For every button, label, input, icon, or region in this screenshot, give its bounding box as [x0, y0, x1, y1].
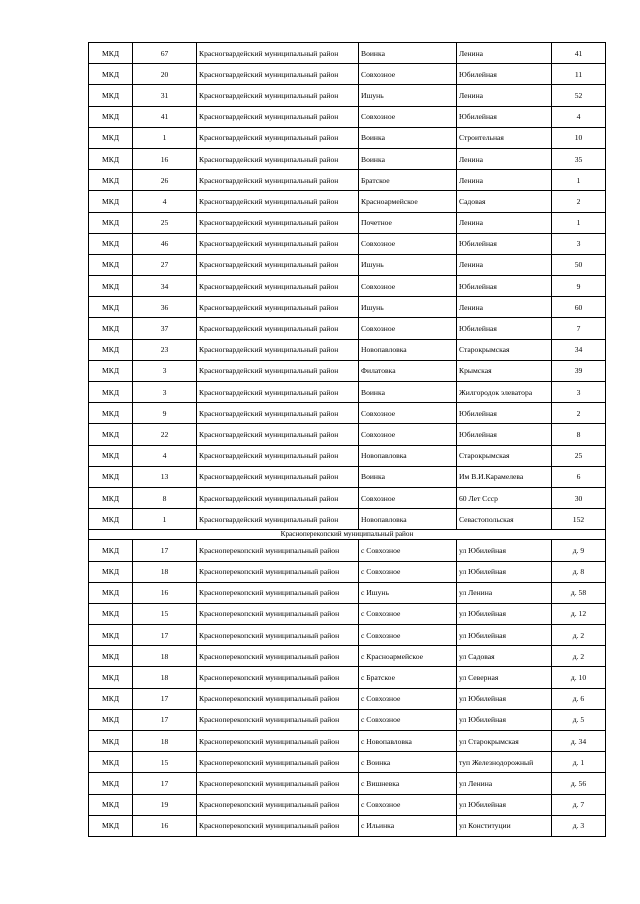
row-house: 1 — [552, 170, 606, 191]
row-settlement: Совхозное — [359, 233, 457, 254]
row-type: МКД — [89, 233, 133, 254]
row-house: 7 — [552, 318, 606, 339]
row-street: ул Юбилейная — [457, 561, 552, 582]
row-street: Юбилейная — [457, 403, 552, 424]
row-settlement: Ишунь — [359, 85, 457, 106]
row-municipality: Красногвардейский муниципальный район — [197, 127, 359, 148]
row-number: 41 — [133, 106, 197, 127]
table-row — [89, 233, 606, 254]
row-number: 18 — [133, 731, 197, 752]
row-type: МКД — [89, 667, 133, 688]
row-street: Старокрымская — [457, 339, 552, 360]
row-house: д. 9 — [552, 540, 606, 561]
row-municipality: Красноперекопский муниципальный район — [197, 646, 359, 667]
row-house: 1 — [552, 212, 606, 233]
row-house: 3 — [552, 382, 606, 403]
table-row — [89, 424, 606, 445]
row-settlement: с Совхозное — [359, 540, 457, 561]
row-house: 8 — [552, 424, 606, 445]
row-municipality: Красногвардейский муниципальный район — [197, 191, 359, 212]
row-number: 17 — [133, 688, 197, 709]
row-number: 3 — [133, 382, 197, 403]
row-number: 8 — [133, 487, 197, 508]
row-number: 37 — [133, 318, 197, 339]
row-municipality: Красногвардейский муниципальный район — [197, 148, 359, 169]
row-type: МКД — [89, 487, 133, 508]
row-type: МКД — [89, 688, 133, 709]
table-row — [89, 445, 606, 466]
row-number: 17 — [133, 625, 197, 646]
section-header-row — [89, 530, 606, 540]
row-settlement: с Воинка — [359, 752, 457, 773]
row-street: ул Юбилейная — [457, 688, 552, 709]
row-municipality: Красноперекопский муниципальный район — [197, 582, 359, 603]
row-municipality: Красноперекопский муниципальный район — [197, 709, 359, 730]
row-house: д. 10 — [552, 667, 606, 688]
row-house: 30 — [552, 487, 606, 508]
row-settlement: Красноармейское — [359, 191, 457, 212]
row-type: МКД — [89, 339, 133, 360]
row-municipality: Красногвардейский муниципальный район — [197, 43, 359, 64]
row-number: 9 — [133, 403, 197, 424]
table-row — [89, 815, 606, 836]
row-street: ул Ленина — [457, 582, 552, 603]
row-type: МКД — [89, 127, 133, 148]
table-row — [89, 191, 606, 212]
row-municipality: Красноперекопский муниципальный район — [197, 815, 359, 836]
row-settlement: Совхозное — [359, 106, 457, 127]
row-settlement: Совхозное — [359, 487, 457, 508]
row-number: 20 — [133, 64, 197, 85]
section-header: Красноперекопский муниципальный район — [89, 530, 606, 540]
table-row — [89, 297, 606, 318]
row-number: 31 — [133, 85, 197, 106]
row-street: ул Конституции — [457, 815, 552, 836]
table-row — [89, 466, 606, 487]
row-type: МКД — [89, 466, 133, 487]
row-number: 4 — [133, 191, 197, 212]
row-number: 16 — [133, 815, 197, 836]
row-type: МКД — [89, 170, 133, 191]
row-type: МКД — [89, 773, 133, 794]
row-street: Ленина — [457, 43, 552, 64]
row-type: МКД — [89, 445, 133, 466]
row-street: Ленина — [457, 212, 552, 233]
row-type: МКД — [89, 794, 133, 815]
table-body-part1 — [89, 43, 606, 530]
row-type: МКД — [89, 815, 133, 836]
row-street: туп Железнодорожный — [457, 752, 552, 773]
row-street: Ленина — [457, 297, 552, 318]
row-municipality: Красногвардейский муниципальный район — [197, 382, 359, 403]
row-house: 10 — [552, 127, 606, 148]
row-municipality: Красноперекопский муниципальный район — [197, 752, 359, 773]
row-municipality: Красногвардейский муниципальный район — [197, 424, 359, 445]
row-settlement: с Совхозное — [359, 561, 457, 582]
row-number: 15 — [133, 603, 197, 624]
row-house: д. 1 — [552, 752, 606, 773]
row-municipality: Красногвардейский муниципальный район — [197, 170, 359, 191]
row-municipality: Красногвардейский муниципальный район — [197, 276, 359, 297]
table-row — [89, 582, 606, 603]
table-row — [89, 509, 606, 530]
row-settlement: Воинка — [359, 127, 457, 148]
row-municipality: Красногвардейский муниципальный район — [197, 445, 359, 466]
row-municipality: Красноперекопский муниципальный район — [197, 625, 359, 646]
row-street: Севастопольская — [457, 509, 552, 530]
row-house: 9 — [552, 276, 606, 297]
row-municipality: Красногвардейский муниципальный район — [197, 233, 359, 254]
row-house: 41 — [552, 43, 606, 64]
row-municipality: Красногвардейский муниципальный район — [197, 254, 359, 275]
row-street: Юбилейная — [457, 318, 552, 339]
table-row — [89, 646, 606, 667]
row-municipality: Красногвардейский муниципальный район — [197, 64, 359, 85]
row-settlement: с Ильинка — [359, 815, 457, 836]
row-street: ул Юбилейная — [457, 709, 552, 730]
row-municipality: Красноперекопский муниципальный район — [197, 540, 359, 561]
row-street: ул Садовая — [457, 646, 552, 667]
row-street: Ленина — [457, 170, 552, 191]
row-street: Им В.И.Карамелева — [457, 466, 552, 487]
row-municipality: Красногвардейский муниципальный район — [197, 85, 359, 106]
table-row — [89, 794, 606, 815]
table-row — [89, 688, 606, 709]
row-settlement: Совхозное — [359, 318, 457, 339]
row-settlement: Новопавловка — [359, 339, 457, 360]
row-house: д. 56 — [552, 773, 606, 794]
row-settlement: Воинка — [359, 148, 457, 169]
row-municipality: Красногвардейский муниципальный район — [197, 212, 359, 233]
row-type: МКД — [89, 276, 133, 297]
row-street: Юбилейная — [457, 424, 552, 445]
table-row — [89, 382, 606, 403]
row-settlement: с Красноармейское — [359, 646, 457, 667]
table-row — [89, 85, 606, 106]
row-number: 17 — [133, 709, 197, 730]
row-house: д. 2 — [552, 625, 606, 646]
row-settlement: с Вишневка — [359, 773, 457, 794]
row-settlement: с Ишунь — [359, 582, 457, 603]
row-type: МКД — [89, 85, 133, 106]
row-settlement: Почетное — [359, 212, 457, 233]
row-number: 15 — [133, 752, 197, 773]
row-type: МКД — [89, 64, 133, 85]
row-street: 60 Лет Ссср — [457, 487, 552, 508]
row-house: д. 3 — [552, 815, 606, 836]
row-house: 3 — [552, 233, 606, 254]
row-settlement: с Совхозное — [359, 625, 457, 646]
row-number: 23 — [133, 339, 197, 360]
row-street: ул Северная — [457, 667, 552, 688]
row-house: 52 — [552, 85, 606, 106]
row-number: 34 — [133, 276, 197, 297]
table-row — [89, 106, 606, 127]
table-row — [89, 540, 606, 561]
row-settlement: с Совхозное — [359, 794, 457, 815]
row-type: МКД — [89, 752, 133, 773]
row-house: д. 2 — [552, 646, 606, 667]
row-house: 11 — [552, 64, 606, 85]
row-number: 18 — [133, 667, 197, 688]
row-type: МКД — [89, 709, 133, 730]
row-municipality: Красноперекопский муниципальный район — [197, 773, 359, 794]
row-settlement: с Братское — [359, 667, 457, 688]
row-type: МКД — [89, 731, 133, 752]
table-row — [89, 561, 606, 582]
table-row — [89, 731, 606, 752]
row-type: МКД — [89, 212, 133, 233]
row-type: МКД — [89, 297, 133, 318]
row-house: д. 12 — [552, 603, 606, 624]
housing-table — [88, 42, 606, 837]
row-number: 17 — [133, 773, 197, 794]
row-settlement: Ишунь — [359, 297, 457, 318]
row-number: 18 — [133, 561, 197, 582]
row-municipality: Красноперекопский муниципальный район — [197, 561, 359, 582]
row-settlement: Ишунь — [359, 254, 457, 275]
row-street: ул Юбилейная — [457, 625, 552, 646]
row-municipality: Красногвардейский муниципальный район — [197, 509, 359, 530]
table-row — [89, 360, 606, 381]
row-type: МКД — [89, 646, 133, 667]
row-house: 60 — [552, 297, 606, 318]
row-type: МКД — [89, 43, 133, 64]
row-settlement: Новопавловка — [359, 509, 457, 530]
row-house: д. 7 — [552, 794, 606, 815]
row-municipality: Красноперекопский муниципальный район — [197, 794, 359, 815]
row-number: 19 — [133, 794, 197, 815]
row-municipality: Красноперекопский муниципальный район — [197, 688, 359, 709]
row-type: МКД — [89, 424, 133, 445]
table-row — [89, 212, 606, 233]
row-type: МКД — [89, 540, 133, 561]
table-row — [89, 43, 606, 64]
row-municipality: Красногвардейский муниципальный район — [197, 360, 359, 381]
row-street: Юбилейная — [457, 276, 552, 297]
row-street: Юбилейная — [457, 233, 552, 254]
row-house: 2 — [552, 191, 606, 212]
row-house: 35 — [552, 148, 606, 169]
row-settlement: Филатовка — [359, 360, 457, 381]
row-street: ул Юбилейная — [457, 540, 552, 561]
table-row — [89, 276, 606, 297]
row-municipality: Красногвардейский муниципальный район — [197, 297, 359, 318]
table-row — [89, 709, 606, 730]
row-street: ул Юбилейная — [457, 603, 552, 624]
row-type: МКД — [89, 561, 133, 582]
row-settlement: Совхозное — [359, 64, 457, 85]
row-street: ул Старокрымская — [457, 731, 552, 752]
row-house: 4 — [552, 106, 606, 127]
row-type: МКД — [89, 318, 133, 339]
row-street: Строительная — [457, 127, 552, 148]
row-municipality: Красноперекопский муниципальный район — [197, 603, 359, 624]
table-row — [89, 773, 606, 794]
table-row — [89, 339, 606, 360]
table-row — [89, 127, 606, 148]
table-row — [89, 254, 606, 275]
row-house: 2 — [552, 403, 606, 424]
row-type: МКД — [89, 191, 133, 212]
row-municipality: Красногвардейский муниципальный район — [197, 466, 359, 487]
row-number: 67 — [133, 43, 197, 64]
row-house: д. 6 — [552, 688, 606, 709]
row-street: Жилгородок элеватора — [457, 382, 552, 403]
row-settlement: с Совхозное — [359, 709, 457, 730]
row-number: 3 — [133, 360, 197, 381]
table-row — [89, 667, 606, 688]
row-settlement: Воинка — [359, 43, 457, 64]
table-row — [89, 752, 606, 773]
row-number: 36 — [133, 297, 197, 318]
row-municipality: Красногвардейский муниципальный район — [197, 106, 359, 127]
row-street: Старокрымская — [457, 445, 552, 466]
row-house: д. 34 — [552, 731, 606, 752]
row-number: 1 — [133, 127, 197, 148]
row-house: д. 5 — [552, 709, 606, 730]
row-settlement: с Совхозное — [359, 603, 457, 624]
row-settlement: Воинка — [359, 466, 457, 487]
row-street: Садовая — [457, 191, 552, 212]
row-number: 4 — [133, 445, 197, 466]
row-settlement: Совхозное — [359, 403, 457, 424]
row-type: МКД — [89, 403, 133, 424]
row-type: МКД — [89, 625, 133, 646]
row-number: 1 — [133, 509, 197, 530]
row-settlement: с Совхозное — [359, 688, 457, 709]
row-street: Юбилейная — [457, 64, 552, 85]
row-house: 39 — [552, 360, 606, 381]
row-settlement: Совхозное — [359, 424, 457, 445]
row-number: 13 — [133, 466, 197, 487]
row-type: МКД — [89, 382, 133, 403]
row-type: МКД — [89, 254, 133, 275]
row-number: 26 — [133, 170, 197, 191]
row-house: 6 — [552, 466, 606, 487]
row-type: МКД — [89, 582, 133, 603]
table-row — [89, 64, 606, 85]
row-municipality: Красноперекопский муниципальный район — [197, 667, 359, 688]
row-type: МКД — [89, 603, 133, 624]
row-number: 25 — [133, 212, 197, 233]
row-municipality: Красноперекопский муниципальный район — [197, 731, 359, 752]
row-municipality: Красногвардейский муниципальный район — [197, 403, 359, 424]
row-settlement: Воинка — [359, 382, 457, 403]
row-settlement: Совхозное — [359, 276, 457, 297]
row-street: Юбилейная — [457, 106, 552, 127]
row-street: Крымская — [457, 360, 552, 381]
table-body-part2 — [89, 540, 606, 837]
table-row — [89, 487, 606, 508]
row-type: МКД — [89, 360, 133, 381]
row-settlement: с Новопавловка — [359, 731, 457, 752]
row-house: 50 — [552, 254, 606, 275]
row-house: д. 58 — [552, 582, 606, 603]
row-house: 25 — [552, 445, 606, 466]
table-row — [89, 625, 606, 646]
row-municipality: Красногвардейский муниципальный район — [197, 339, 359, 360]
table-row — [89, 603, 606, 624]
row-house: д. 8 — [552, 561, 606, 582]
table-row — [89, 403, 606, 424]
row-number: 17 — [133, 540, 197, 561]
row-municipality: Красногвардейский муниципальный район — [197, 318, 359, 339]
row-street: ул Юбилейная — [457, 794, 552, 815]
row-type: МКД — [89, 509, 133, 530]
row-house: 152 — [552, 509, 606, 530]
table-row — [89, 148, 606, 169]
row-number: 22 — [133, 424, 197, 445]
row-settlement: Братское — [359, 170, 457, 191]
row-street: ул Ленина — [457, 773, 552, 794]
row-number: 18 — [133, 646, 197, 667]
row-type: МКД — [89, 148, 133, 169]
row-settlement: Новопавловка — [359, 445, 457, 466]
table-row — [89, 318, 606, 339]
row-street: Ленина — [457, 148, 552, 169]
row-street: Ленина — [457, 85, 552, 106]
row-number: 16 — [133, 148, 197, 169]
row-house: 34 — [552, 339, 606, 360]
row-street: Ленина — [457, 254, 552, 275]
row-municipality: Красногвардейский муниципальный район — [197, 487, 359, 508]
row-type: МКД — [89, 106, 133, 127]
section-header-group — [89, 530, 606, 540]
row-number: 46 — [133, 233, 197, 254]
table-row — [89, 170, 606, 191]
row-number: 16 — [133, 582, 197, 603]
row-number: 27 — [133, 254, 197, 275]
